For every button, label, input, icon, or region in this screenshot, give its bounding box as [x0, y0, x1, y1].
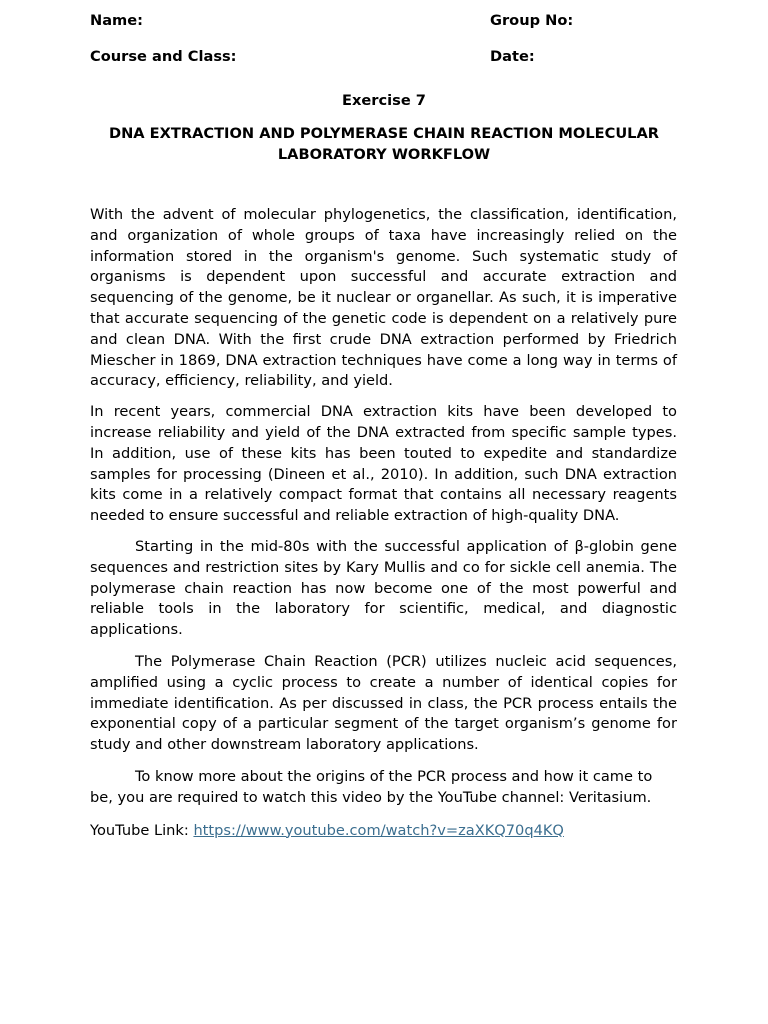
group-no-label: Group No: — [490, 12, 574, 29]
exercise-number: Exercise 7 — [342, 92, 426, 109]
paragraph-pcr-history: Starting in the mid-80s with the successful application of β-globin gene sequences and restriction sites by Kary Mullis and co for sickle cell anemia. The polymerase chain reaction has now become one of the most powerful and reliable tools in the laboratory for scientific, medical, and diagnostic applications. — [90, 537, 677, 639]
youtube-link[interactable]: https://www.youtube.com/watch?v=zaXKQ70q4KQ — [193, 821, 564, 839]
document-body — [90, 205, 677, 841]
youtube-link-line — [90, 821, 677, 842]
exercise-title: DNA EXTRACTION AND POLYMERASE CHAIN REACTION MOLECULAR LABORATORY WORKFLOW — [108, 125, 659, 163]
date-label: Date: — [490, 48, 535, 65]
paragraph-intro: With the advent of molecular phylogenetics, the classification, identification, and organization of whole groups of taxa have increasingly relied on the information stored in the organism's genome. Such systematic study of organisms is dependent upon successful and accurate extraction and sequencing of the genome, be it nuclear or organellar. As such, it is imperative that accurate sequencing of the genetic code is dependent on a relatively pure and clean DNA. With the first crude DNA extraction performed by Friedrich Miescher in 1869, DNA extraction techniques have come a long way in terms of accuracy, efficiency, reliability, and yield. — [90, 206, 677, 390]
youtube-link-label: YouTube Link: — [90, 821, 194, 839]
course-class-label: Course and Class: — [90, 48, 237, 65]
paragraph-video-instruction: To know more about the origins of the PCR process and how it came to be, you are required to watch this video by the YouTube channel: Veritasium. — [90, 767, 653, 806]
name-label: Name: — [90, 12, 144, 29]
paragraph-pcr-process: The Polymerase Chain Reaction (PCR) utilizes nucleic acid sequences, amplified using a cyclic process to create a number of identical copies for immediate identification. As per discussed in class, the PCR process entails the exponential copy of a particular segment of the target organism’s genome for study and other downstream laboratory applications. — [90, 652, 677, 754]
paragraph-extraction-kits: In recent years, commercial DNA extraction kits have been developed to increase reliability and yield of the DNA extracted from specific sample types. In addition, use of these kits has been touted to expedite and standardize samples for processing (Dineen et al., 2010). In addition, such DNA extraction kits come in a relatively compact format that contains all necessary reagents needed to ensure successful and reliable extraction of high-quality DNA. — [90, 403, 677, 525]
